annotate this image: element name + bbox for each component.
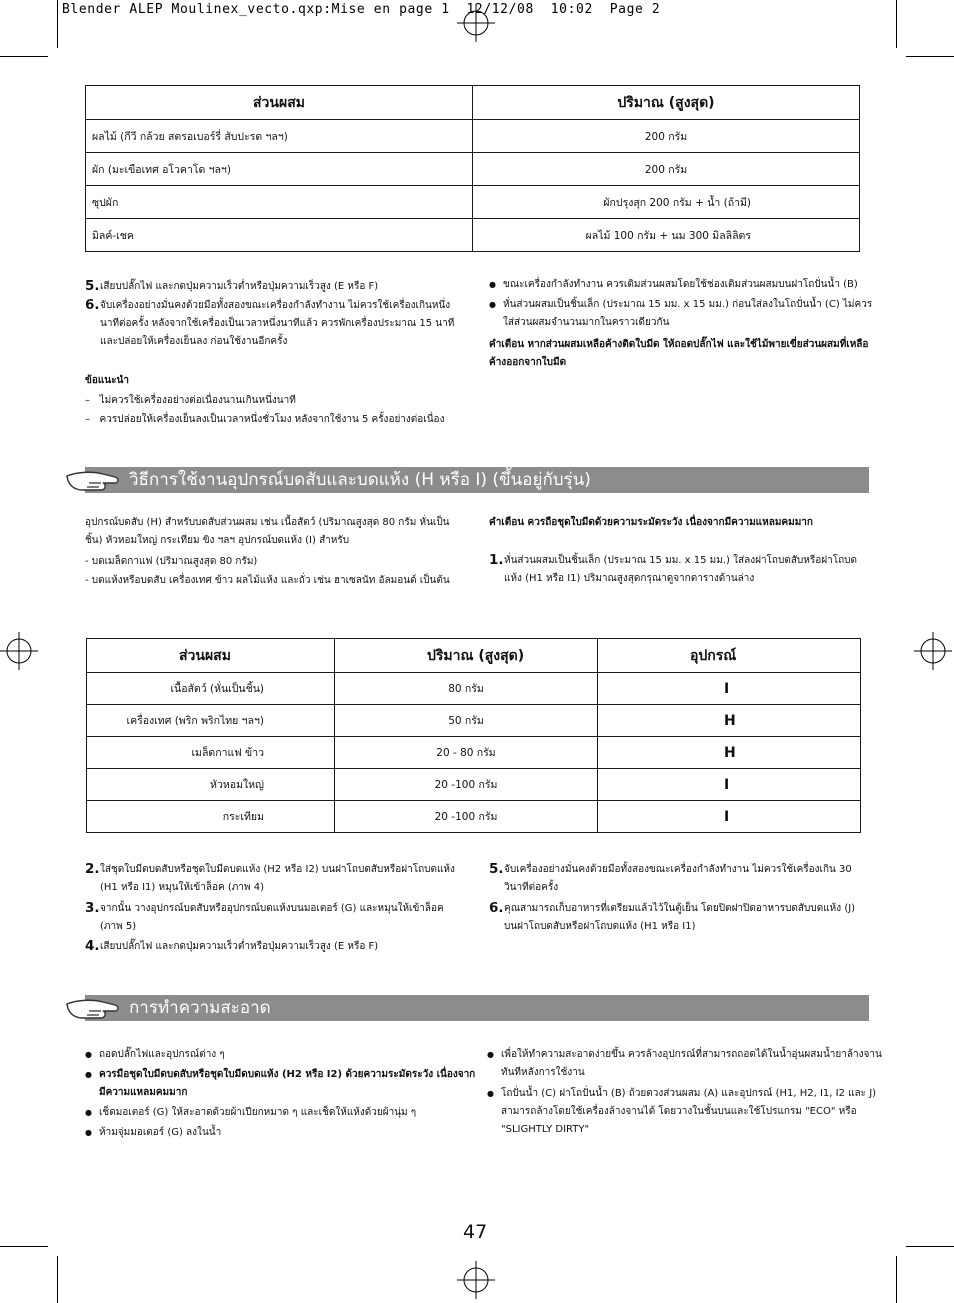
registration-mark-icon: [457, 1261, 495, 1299]
quantity-table-blender: [85, 85, 860, 252]
tool-cell: H: [598, 705, 861, 737]
column-header: ส่วนผสม: [87, 639, 335, 673]
step-number: 5.: [489, 861, 504, 877]
step-text: ใส่ชุดใบมีดบดสับหรือชุดใบมีดบดแห้ง (H2 หรือ I2) บนฝาโถบดสับหรือฝาโถบดแห้ง (H1 หรือ I1) หมุนให้เข้าล็อค (ภาพ 4): [100, 864, 455, 893]
step-number: 6.: [489, 900, 504, 916]
warning-text: คำเตือน ควรถือชุดใบมีดด้วยความระมัดระวัง เนื่องจากมีความแหลมคมมาก: [489, 517, 813, 528]
tool-cell: I: [598, 673, 861, 705]
registration-mark-icon: [457, 4, 495, 42]
page-number: 47: [463, 1221, 488, 1243]
quantity-cell: 200 กรัม: [473, 120, 860, 153]
hand-pointer-icon: [63, 990, 123, 1024]
step-item: [85, 938, 467, 956]
intro-list-text: บดแห้งหรือบดสับ เครื่องเทศ ข้าว ผลไม้แห้ง และถั่ว เช่น ฮาเซลนัท อัลมอนด์ เป็นต้น: [91, 575, 450, 586]
quantity-cell: 20 -100 กรัม: [335, 769, 598, 801]
tool-cell: I: [598, 801, 861, 833]
step-item: [489, 900, 871, 936]
crop-mark: [896, 1256, 897, 1303]
ingredient-cell: ผัก (มะเขือเทศ อโวคาโด ฯลฯ): [86, 153, 473, 186]
quantity-cell: 20 - 80 กรัม: [335, 737, 598, 769]
intro-list-text: บดเมล็ดกาแฟ (ปริมาณสูงสุด 80 กรัม): [91, 556, 258, 567]
bullet-item: ● โถปั่นน้ำ (C) ฝาโถปั่นน้ำ (B) ถ้วยตวงส่วนผสม (A) และอุปกรณ์ (H1, H2, I1, I2 และ J) สามารถล้างโดยใช้เครื่องล้างจานได้ โดยวางในชั้นบนและใช้โปรแกรม "ECO" หรือ "SLIGHTLY DIRTY": [487, 1085, 885, 1139]
column-header: อุปกรณ์: [598, 639, 861, 673]
step-text: เสียบปลั๊กไฟ และกดปุ่มความเร็วต่ำหรือปุ่มความเร็วสูง (E หรือ F): [100, 281, 379, 292]
section-title: การทำความสะอาด: [129, 998, 271, 1018]
section-intro: อุปกรณ์บดสับ (H) สำหรับบดสับส่วนผสม เช่น เนื้อสัตว์ (ปริมาณสูงสุด 80 กรัม หั่นเป็นชิ้น) หัวหอมใหญ่ กระเทียม ขิง ฯลฯ อุปกรณ์บดแห้ง (I) สำหรับ: [85, 517, 450, 546]
quantity-cell: 50 กรัม: [335, 705, 598, 737]
step-text: จับเครื่องอย่างมั่นคงด้วยมือทั้งสองขณะเครื่องกำลังทำงาน ไม่ควรใช้เครื่องเกินหนึ่งนาทีต่อครั้ง หลังจากใช้เครื่องเป็นเวลาหนึ่งนาทีแล้ว ควรพักเครื่องประมาณ 15 นาที และปล่อยให้เครื่องเย็นลง ก่อนใช้งานอีกครั้ง: [100, 300, 455, 347]
ingredient-cell: ผลไม้ (กีวี กล้วย สตรอเบอร์รี่ สับปะรด ฯลฯ): [86, 120, 473, 153]
step-number: 1.: [489, 552, 504, 568]
quantity-cell: ผลไม้ 100 กรัม + นม 300 มิลลิลิตร: [473, 219, 860, 252]
bullet-item: ● เพื่อให้ทำความสะอาดง่ายขึ้น ควรล้างอุปกรณ์ที่สามารถถอดได้ในน้ำอุ่นผสมน้ำยาล้างจานทันทีหลังการใช้งาน: [487, 1046, 885, 1082]
bullet-item: ● หั่นส่วนผสมเป็นชิ้นเล็ก (ประมาณ 15 มม. x 15 มม.) ก่อนใส่ลงในโถปั่นน้ำ (C) ไม่ควรใส่ส่วนผสมจำนวนมากในคราวเดียวกัน: [489, 296, 875, 332]
section-banner: [85, 467, 869, 493]
table-row: [86, 120, 860, 153]
table-row: [87, 769, 861, 801]
advice-item: – ไม่ควรใช้เครื่องอย่างต่อเนื่องนานเกินหนึ่งนาที: [85, 395, 296, 406]
table-header-row: [87, 639, 861, 673]
ingredient-cell: เมล็ดกาแฟ ข้าว: [87, 737, 335, 769]
bullet-item: ● ขณะเครื่องกำลังทำงาน ควรเติมส่วนผสมโดยใช้ช่องเติมส่วนผสมบนฝาโถปั่นน้ำ (B): [489, 276, 875, 294]
bullet-item: ● ควรมือชุดใบมีดบดสับหรือชุดใบมีดบดแห้ง (H2 หรือ I2) ด้วยความระมัดระวัง เนื่องจากมีความแหลมคมมาก: [85, 1066, 481, 1102]
table-row: [86, 219, 860, 252]
crop-mark: [57, 0, 58, 48]
step-number: 4.: [85, 938, 100, 954]
crop-mark: [906, 1246, 954, 1247]
crop-mark: [57, 1256, 58, 1303]
crop-mark: [0, 1246, 48, 1247]
step-text: คุณสามารถเก็บอาหารที่เตรียมแล้วไว้ในตู้เย็น โดยปิดฝาปิดอาหารบดสับบดแห้ง (J) บนฝาโถบดสับหรือฝาโถบดแห้ง (H1 หรือ I1): [504, 903, 856, 932]
step-item: [85, 861, 467, 897]
section-title: วิธีการใช้งานอุปกรณ์บดสับและบดแห้ง (H หรือ I) (ขึ้นอยู่กับรุ่น): [129, 470, 591, 490]
registration-mark-icon: [0, 632, 38, 670]
table-row: [87, 673, 861, 705]
advice-item-text: ไม่ควรใช้เครื่องอย่างต่อเนื่องนานเกินหนึ่งนาที: [99, 395, 296, 406]
quantity-cell: 20 -100 กรัม: [335, 801, 598, 833]
warning-text: คำเตือน หากส่วนผสมเหลือค้างติดใบมีด ให้ถอดปลั๊กไฟ และใช้ไม้พายเขี่ยส่วนผสมที่เหลือค้างออกจากใบมีด: [489, 339, 869, 368]
advice-title: ข้อแนะนำ: [85, 375, 129, 386]
table-row: [87, 801, 861, 833]
step-number: 5.: [85, 278, 100, 294]
ingredient-cell: มิลค์-เชค: [86, 219, 473, 252]
hand-pointer-icon: [63, 462, 123, 496]
step-item: [85, 278, 465, 296]
step-number: 3.: [85, 900, 100, 916]
quantity-cell: 200 กรัม: [473, 153, 860, 186]
step-number: 2.: [85, 861, 100, 877]
ingredient-cell: เนื้อสัตว์ (หั่นเป็นชิ้น): [87, 673, 335, 705]
bullet-item: ● ถอดปลั๊กไฟและอุปกรณ์ต่าง ๆ: [85, 1046, 481, 1064]
print-slug: Blender ALEP Moulinex_vecto.qxp:Mise en page 1 12/12/08 10:02 Page 2: [62, 2, 661, 17]
ingredient-cell: กระเทียม: [87, 801, 335, 833]
table-header-row: [86, 86, 860, 120]
step-text: จับเครื่องอย่างมั่นคงด้วยมือทั้งสองขณะเครื่องกำลังทำงาน ไม่ควรใช้เครื่องเกิน 30 วินาทีต่อครั้ง: [504, 864, 852, 893]
registration-mark-icon: [914, 632, 952, 670]
intro-list-item: - บดเมล็ดกาแฟ (ปริมาณสูงสุด 80 กรัม): [85, 556, 258, 567]
table-row: [87, 705, 861, 737]
step-text: จากนั้น วางอุปกรณ์บดสับหรืออุปกรณ์บดแห้งบนมอเตอร์ (G) และหมุนให้เข้าล็อค (ภาพ 5): [100, 903, 444, 932]
step-number: 6.: [85, 297, 100, 313]
table-row: [86, 186, 860, 219]
quantity-cell: ผักปรุงสุก 200 กรัม + น้ำ (ถ้ามี): [473, 186, 860, 219]
advice-item: – ควรปล่อยให้เครื่องเย็นลงเป็นเวลาหนึ่งชั่วโมง หลังจากใช้งาน 5 ครั้งอย่างต่อเนื่อง: [85, 414, 445, 425]
advice-item-text: ควรปล่อยให้เครื่องเย็นลงเป็นเวลาหนึ่งชั่วโมง หลังจากใช้งาน 5 ครั้งอย่างต่อเนื่อง: [99, 414, 445, 425]
table-row: [86, 153, 860, 186]
tool-cell: H: [598, 737, 861, 769]
quantity-cell: 80 กรัม: [335, 673, 598, 705]
step-item: [85, 297, 465, 351]
ingredient-cell: เครื่องเทศ (พริก พริกไทย ฯลฯ): [87, 705, 335, 737]
table-row: [87, 737, 861, 769]
column-header: ส่วนผสม: [86, 86, 473, 120]
section-banner: [85, 995, 869, 1021]
column-header: ปริมาณ (สูงสุด): [335, 639, 598, 673]
step-item: [85, 900, 467, 936]
quantity-table-chopper: [86, 638, 861, 833]
bullet-item: ● เช็ดมอเตอร์ (G) ให้สะอาดด้วยผ้าเปียกหมาด ๆ และเช็ดให้แห้งด้วยผ้านุ่ม ๆ: [85, 1104, 481, 1122]
crop-mark: [906, 56, 954, 57]
ingredient-cell: ซุปผัก: [86, 186, 473, 219]
tool-cell: I: [598, 769, 861, 801]
intro-list-item: - บดแห้งหรือบดสับ เครื่องเทศ ข้าว ผลไม้แห้ง และถั่ว เช่น ฮาเซลนัท อัลมอนด์ เป็นต้น: [85, 575, 450, 586]
step-item: [489, 552, 871, 588]
step-text: เสียบปลั๊กไฟ และกดปุ่มความเร็วต่ำหรือปุ่มความเร็วสูง (E หรือ F): [100, 941, 379, 952]
step-text: หั่นส่วนผสมเป็นชิ้นเล็ก (ประมาณ 15 มม. x 15 มม.) ใส่ลงฝาโถบดสับหรือฝาโถบดแห้ง (H1 หรือ I1) ปริมาณสูงสุดกรุณาดูจากตารางด้านล่าง: [504, 555, 857, 584]
crop-mark: [0, 56, 48, 57]
column-header: ปริมาณ (สูงสุด): [473, 86, 860, 120]
bullet-item: ● ห้ามจุ่มมอเตอร์ (G) ลงในน้ำ: [85, 1124, 481, 1142]
ingredient-cell: หัวหอมใหญ่: [87, 769, 335, 801]
crop-mark: [896, 0, 897, 48]
step-item: [489, 861, 871, 897]
